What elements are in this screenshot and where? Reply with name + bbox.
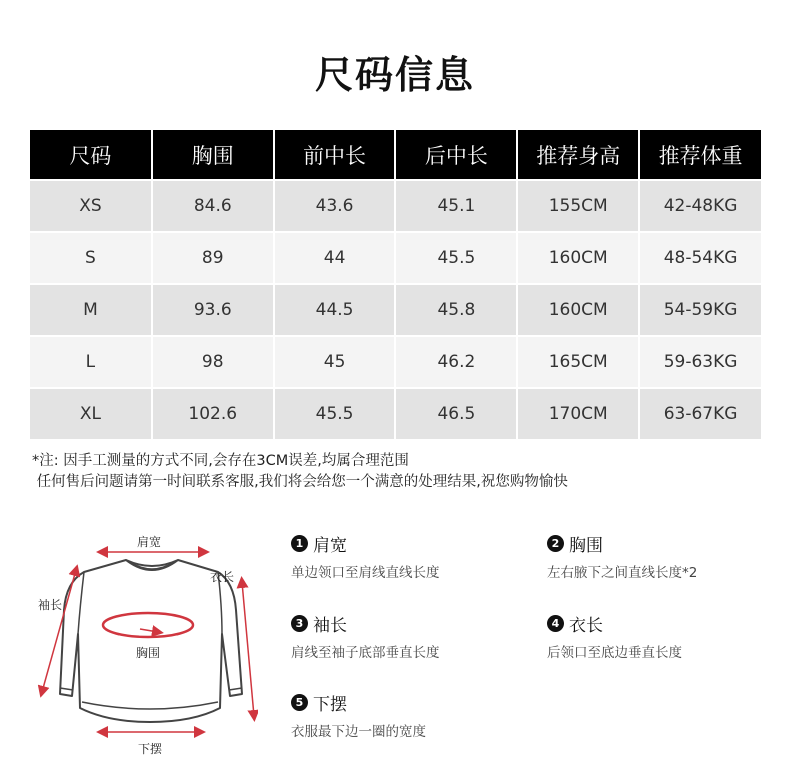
column-header: 胸围 <box>152 130 274 180</box>
column-header: 推荐身高 <box>517 130 639 180</box>
diagram-label-length: 衣长 <box>210 570 235 584</box>
measurement-name: 胸围 <box>569 536 603 556</box>
number-badge: 4 <box>547 615 564 632</box>
table-cell: 155CM <box>517 180 639 232</box>
number-badge: 2 <box>547 535 564 552</box>
column-header: 推荐体重 <box>639 130 761 180</box>
table-row <box>30 336 761 388</box>
measurement-name: 袖长 <box>313 616 347 636</box>
table-row <box>30 232 761 284</box>
table-cell: 54-59KG <box>639 284 761 336</box>
number-badge: 1 <box>291 535 308 552</box>
note-line: 任何售后问题请第一时间联系客服,我们将会给您一个满意的处理结果,祝您购物愉快 <box>32 474 568 490</box>
measurement-desc: 左右腋下之间直线长度*2 <box>547 565 698 581</box>
table-cell: 102.6 <box>152 388 274 439</box>
table-row <box>30 180 761 232</box>
measurement-desc: 肩线至袖子底部垂直长度 <box>291 645 440 661</box>
diagram-label-sleeve: 袖长 <box>38 598 63 612</box>
table-cell: XL <box>30 388 152 439</box>
table-cell: 46.2 <box>395 336 517 388</box>
diagram-label-shoulder: 肩宽 <box>137 535 162 549</box>
table-cell: 42-48KG <box>639 180 761 232</box>
table-cell: 44.5 <box>274 284 396 336</box>
measurement-sleeve <box>291 611 440 661</box>
table-cell: M <box>30 284 152 336</box>
size-note <box>32 451 568 493</box>
table-cell: 45.1 <box>395 180 517 232</box>
column-header: 尺码 <box>30 130 152 180</box>
table-cell: 45.5 <box>274 388 396 439</box>
diagram-label-hem: 下摆 <box>138 742 163 756</box>
table-cell: 46.5 <box>395 388 517 439</box>
table-cell: 44 <box>274 232 396 284</box>
note-line: *注: 因手工测量的方式不同,会存在3CM误差,均属合理范围 <box>32 453 409 469</box>
column-header: 后中长 <box>395 130 517 180</box>
table-cell: 45 <box>274 336 396 388</box>
number-badge: 5 <box>291 694 308 711</box>
measurement-desc: 衣服最下边一圈的宽度 <box>291 724 426 740</box>
table-cell: 43.6 <box>274 180 396 232</box>
diagram-label-chest: 胸围 <box>136 646 161 660</box>
table-cell: L <box>30 336 152 388</box>
table-cell: 59-63KG <box>639 336 761 388</box>
measurement-length <box>547 611 682 661</box>
table-row <box>30 284 761 336</box>
measurement-name: 下摆 <box>313 695 347 715</box>
table-cell: 160CM <box>517 232 639 284</box>
table-header-row <box>30 130 761 180</box>
table-cell: 48-54KG <box>639 232 761 284</box>
table-cell: 165CM <box>517 336 639 388</box>
table-cell: 170CM <box>517 388 639 439</box>
table-row <box>30 388 761 439</box>
measurement-hem <box>291 690 426 740</box>
table-cell: 45.5 <box>395 232 517 284</box>
measurement-chest <box>547 531 697 581</box>
table-cell: 89 <box>152 232 274 284</box>
measurement-desc: 后领口至底边垂直长度 <box>547 645 682 661</box>
page-title: 尺码信息 <box>314 53 475 97</box>
measurement-shoulder <box>291 531 440 581</box>
measurement-diagram <box>28 526 258 762</box>
measurement-name: 衣长 <box>569 616 603 636</box>
table-cell: 63-67KG <box>639 388 761 439</box>
measurement-name: 肩宽 <box>313 536 347 556</box>
number-badge: 3 <box>291 615 308 632</box>
length-arrow <box>242 582 254 716</box>
table-cell: 160CM <box>517 284 639 336</box>
table-cell: 98 <box>152 336 274 388</box>
column-header: 前中长 <box>274 130 396 180</box>
size-table <box>30 130 761 439</box>
table-cell: S <box>30 232 152 284</box>
measurement-desc: 单边领口至肩线直线长度 <box>291 565 440 581</box>
table-cell: 93.6 <box>152 284 274 336</box>
table-cell: 84.6 <box>152 180 274 232</box>
table-cell: XS <box>30 180 152 232</box>
table-cell: 45.8 <box>395 284 517 336</box>
